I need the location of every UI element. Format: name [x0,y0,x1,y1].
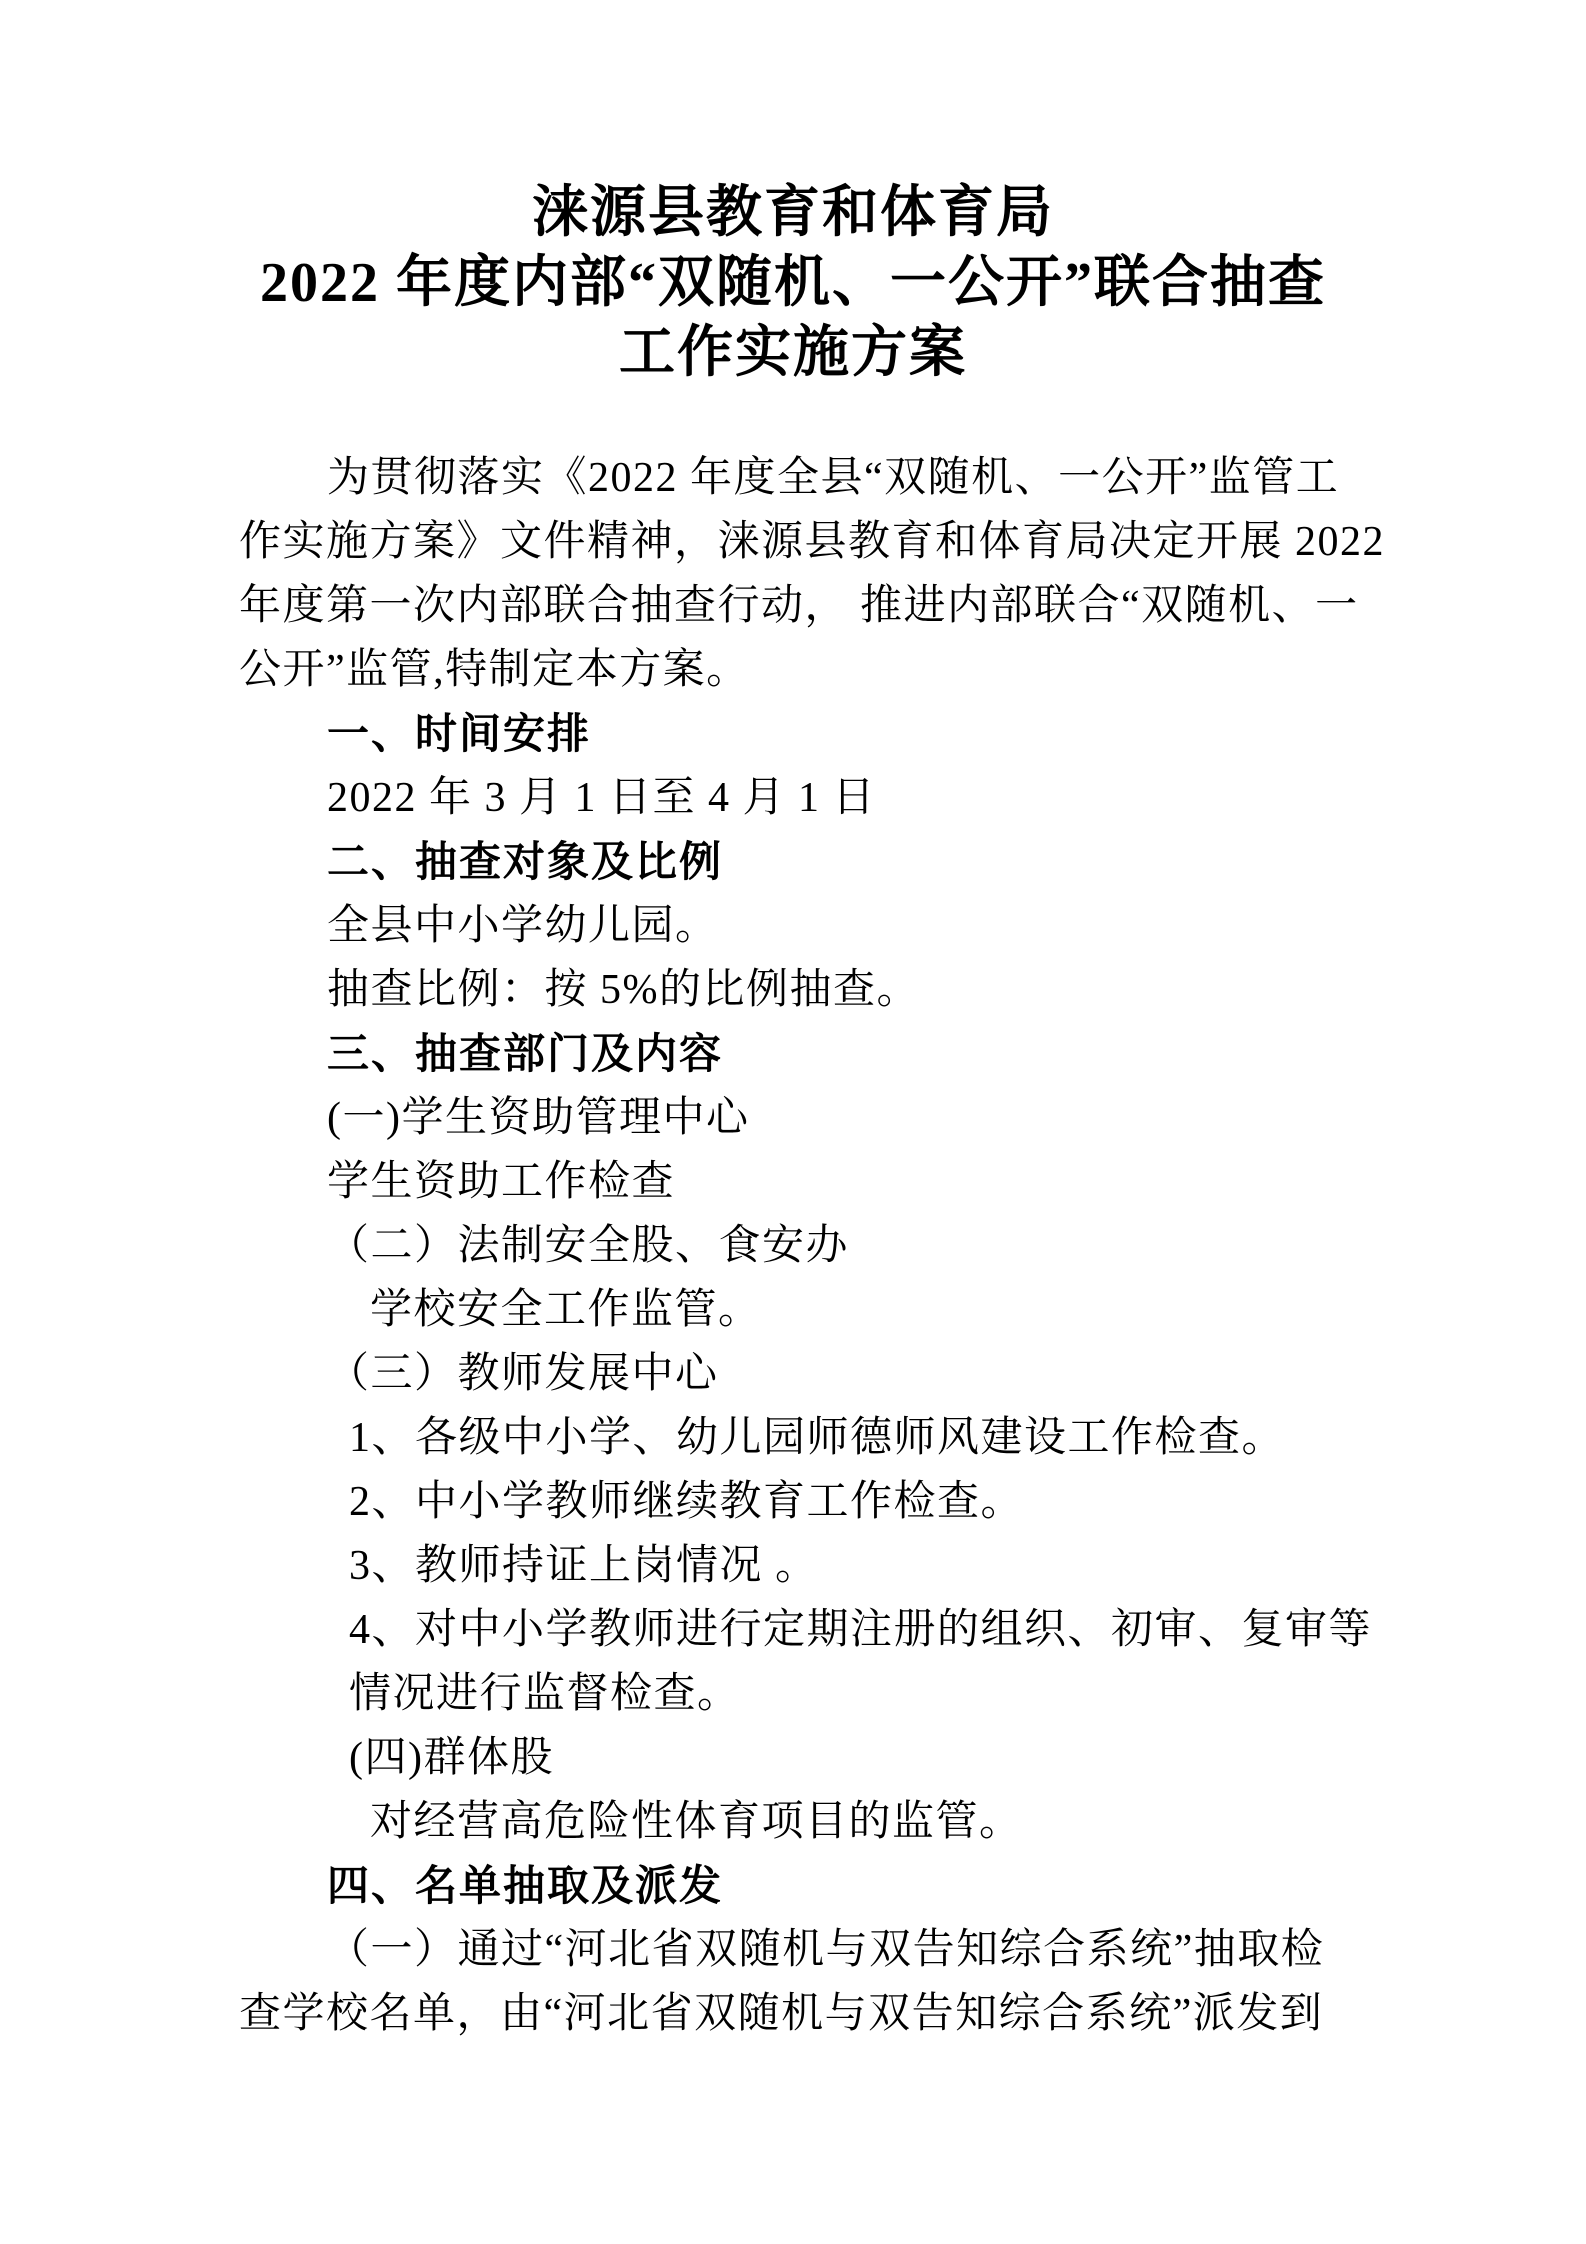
body-line: 全县中小学幼儿园。 [327,903,719,949]
body-line: 为贯彻落实《2022 年度全县“双随机、一公开”监管工 [327,455,1340,501]
document-body [239,446,1399,2046]
title-line: 涞源县教育和体育局 [532,182,1054,244]
body-line: 公开”监管,特制定本方案。 [239,647,750,693]
body-line: （一）通过“河北省双随机与双告知综合系统”抽取检 [327,1927,1325,1973]
body-line: 1、各级中小学、幼儿园师德师风建设工作检查。 [349,1415,1286,1461]
body-line: 情况进行监督检查。 [349,1671,741,1717]
body-line: 查学校名单，由“河北省双随机与双告知综合系统”派发到 [239,1991,1324,2037]
body-line: 4、对中小学教师进行定期注册的组织、初审、复审等 [349,1607,1373,1653]
body-line: 对经营高危险性体育项目的监管。 [370,1799,1023,1845]
section-heading: 四、名单抽取及派发 [327,1862,724,1909]
body-line: 2、中小学教师继续教育工作检查。 [349,1479,1025,1525]
body-line: 抽查比例：按 5%的比例抽查。 [327,967,920,1013]
body-line: (一)学生资助管理中心 [327,1095,750,1141]
title-line: 2022 年度内部“双随机、一公开”联合抽查 [260,252,1326,314]
section-heading: 一、时间安排 [327,710,592,757]
section-heading: 二、抽查对象及比例 [327,838,724,885]
document-title [239,178,1347,388]
body-line: 2022 年 3 月 1 日至 4 月 1 日 [327,775,877,821]
section-heading: 三、抽查部门及内容 [327,1030,724,1077]
body-line: （二）法制安全股、食安办 [327,1223,850,1269]
body-line: 学生资助工作检查 [327,1159,676,1205]
body-line: 年度第一次内部联合抽查行动， 推进内部联合“双随机、一 [239,583,1359,629]
title-line: 工作实施方案 [619,322,967,384]
body-line: 学校安全工作监管。 [370,1287,762,1333]
body-line: 作实施方案》文件精神，涞源县教育和体育局决定开展 2022 [239,519,1386,565]
body-line: 3、教师持证上岗情况 。 [349,1543,819,1589]
body-line: (四)群体股 [349,1735,554,1781]
body-line: （三）教师发展中心 [327,1351,719,1397]
